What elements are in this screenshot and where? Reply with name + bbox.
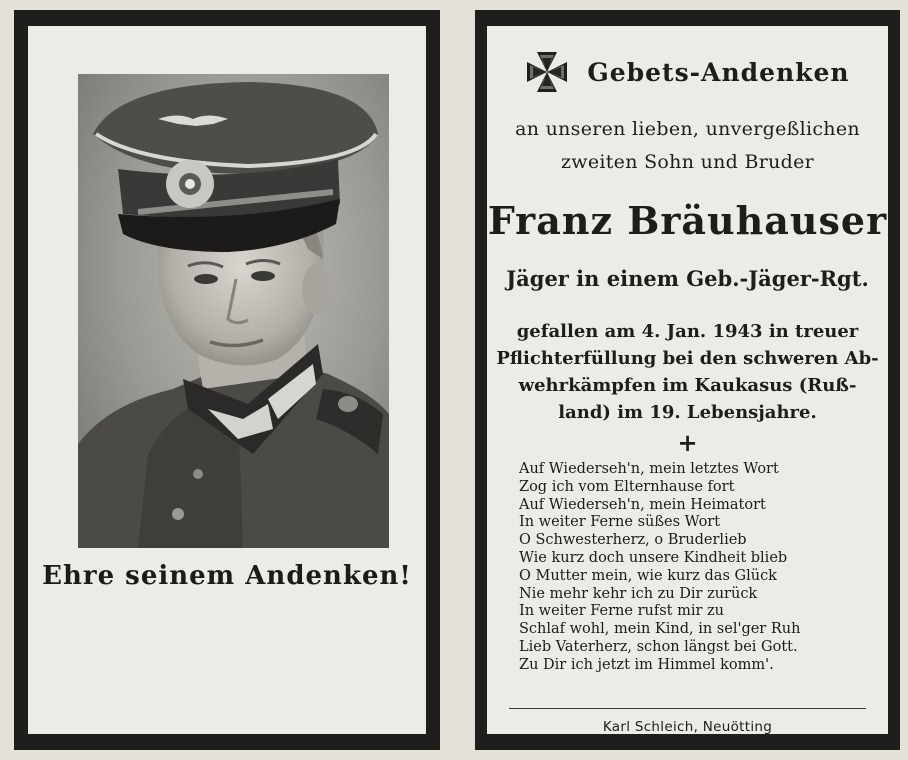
- header: [487, 50, 888, 94]
- left-card: [28, 26, 426, 734]
- right-card-border: [475, 10, 900, 750]
- iron-cross-icon: [525, 50, 569, 94]
- poem-line: Wie kurz doch unsere Kindheit blieb: [519, 549, 788, 566]
- poem-line: O Mutter mein, wie kurz das Glück: [519, 567, 777, 584]
- poem-line: Zu Dir ich jetzt im Himmel komm'.: [519, 656, 774, 673]
- poem-line: Zog ich vom Elternhause fort: [519, 478, 735, 495]
- footer-divider: [509, 708, 866, 709]
- poem-line: In weiter Ferne rufst mir zu: [519, 603, 724, 620]
- death-line-4: land) im 19. Lebensjahre.: [558, 402, 817, 423]
- death-line-1: gefallen am 4. Jan. 1943 in treuer: [516, 321, 859, 342]
- intro-line-1: an unseren lieben, unvergeßlichen: [515, 118, 860, 140]
- soldier-portrait-photo: [78, 74, 389, 548]
- poem-line: Lieb Vaterherz, schon längst bei Gott.: [519, 638, 798, 655]
- poem-line: Nie mehr kehr ich zu Dir zurück: [519, 585, 758, 602]
- military-rank: Jäger in einem Geb.-Jäger-Rgt.: [506, 266, 869, 291]
- poem-line: Auf Wiederseh'n, mein Heimatort: [519, 496, 766, 513]
- intro-line-2: zweiten Sohn und Bruder: [560, 151, 815, 173]
- header-title: Gebets-Andenken: [587, 57, 850, 87]
- poem: [519, 461, 800, 675]
- printer-credit: Karl Schleich, Neuötting: [602, 719, 773, 735]
- deceased-name: Franz Bräuhauser: [487, 198, 888, 243]
- death-line-2: Pflichterfüllung bei den schweren Ab-: [496, 348, 879, 369]
- poem-line: In weiter Ferne süßes Wort: [519, 514, 721, 531]
- portrait-illustration: [78, 74, 389, 548]
- poem-line: Auf Wiederseh'n, mein letztes Wort: [519, 461, 779, 477]
- poem-line: Schlaf wohl, mein Kind, in sel'ger Ruh: [519, 621, 801, 638]
- left-card-border: [14, 10, 440, 750]
- small-cross-icon: +: [677, 428, 698, 457]
- poem-line: O Schwesterherz, o Bruderlieb: [519, 532, 747, 549]
- right-card: [487, 26, 888, 734]
- death-line-3: wehrkämpfen im Kaukasus (Ruß-: [518, 375, 857, 396]
- honor-inscription: Ehre seinem Andenken!: [42, 561, 412, 591]
